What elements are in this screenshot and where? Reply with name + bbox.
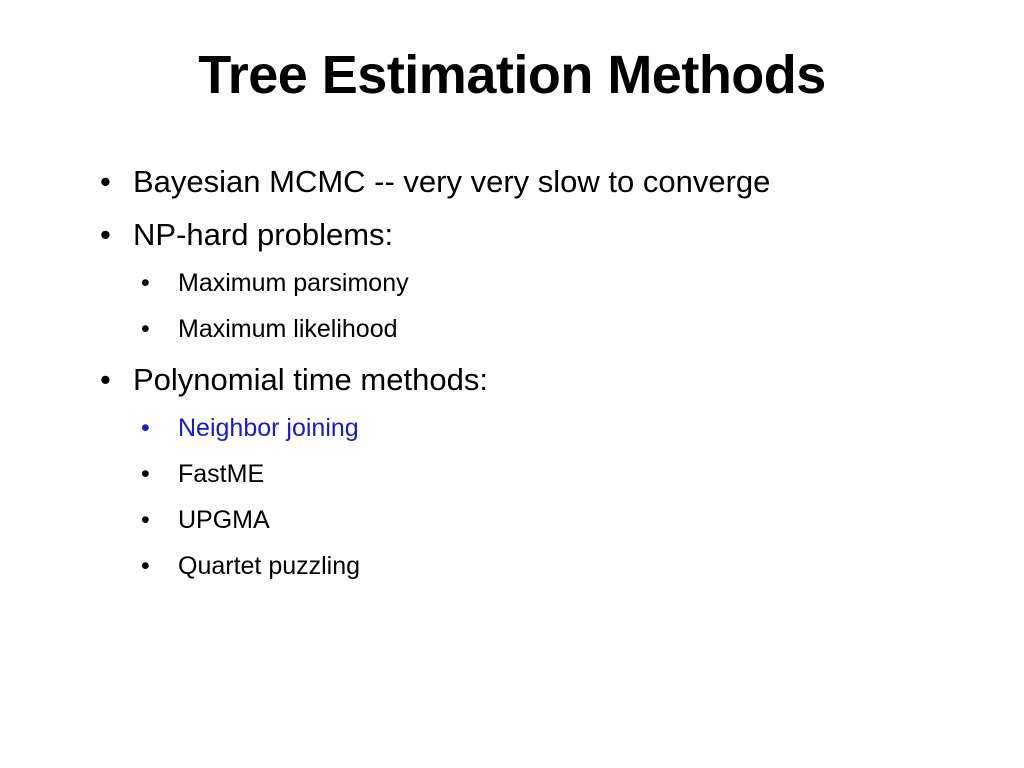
- bullet-text: Polynomial time methods:: [133, 362, 488, 397]
- sub-bullet-item-quartet-puzzling: [0, 550, 1024, 582]
- sub-bullet-item-fastme: [0, 458, 1024, 490]
- bullet-item-np-hard: [0, 215, 1024, 255]
- bullet-text: Maximum parsimony: [178, 269, 409, 297]
- bullet-text: Neighbor joining: [178, 414, 359, 442]
- bullet-icon: •: [100, 217, 111, 252]
- sub-bullet-item-maximum-likelihood: [0, 313, 1024, 345]
- slide-title: Tree Estimation Methods: [198, 45, 826, 105]
- bullet-icon: •: [141, 315, 150, 343]
- sub-bullet-item-neighbor-joining: [0, 412, 1024, 444]
- bullet-text: UPGMA: [178, 506, 270, 534]
- bullet-text: NP-hard problems:: [133, 217, 394, 252]
- bullet-text: Maximum likelihood: [178, 315, 398, 343]
- bullet-icon: •: [141, 552, 150, 580]
- bullet-text: Quartet puzzling: [178, 552, 361, 580]
- bullet-icon: •: [141, 269, 150, 297]
- bullet-text: Bayesian MCMC -- very very slow to converge: [133, 164, 771, 199]
- sub-bullet-item-maximum-parsimony: [0, 267, 1024, 299]
- bullet-icon: •: [141, 460, 150, 488]
- bullet-text: FastME: [178, 460, 265, 488]
- bullet-icon: •: [141, 414, 150, 442]
- bullet-icon: •: [100, 164, 111, 199]
- bullet-icon: •: [141, 506, 150, 534]
- bullet-icon: •: [100, 362, 111, 397]
- bullet-item-polynomial-time: [0, 360, 1024, 400]
- bullet-item-bayesian-mcmc: [0, 162, 1024, 202]
- bullet-list: [0, 162, 1024, 596]
- sub-bullet-item-upgma: [0, 504, 1024, 536]
